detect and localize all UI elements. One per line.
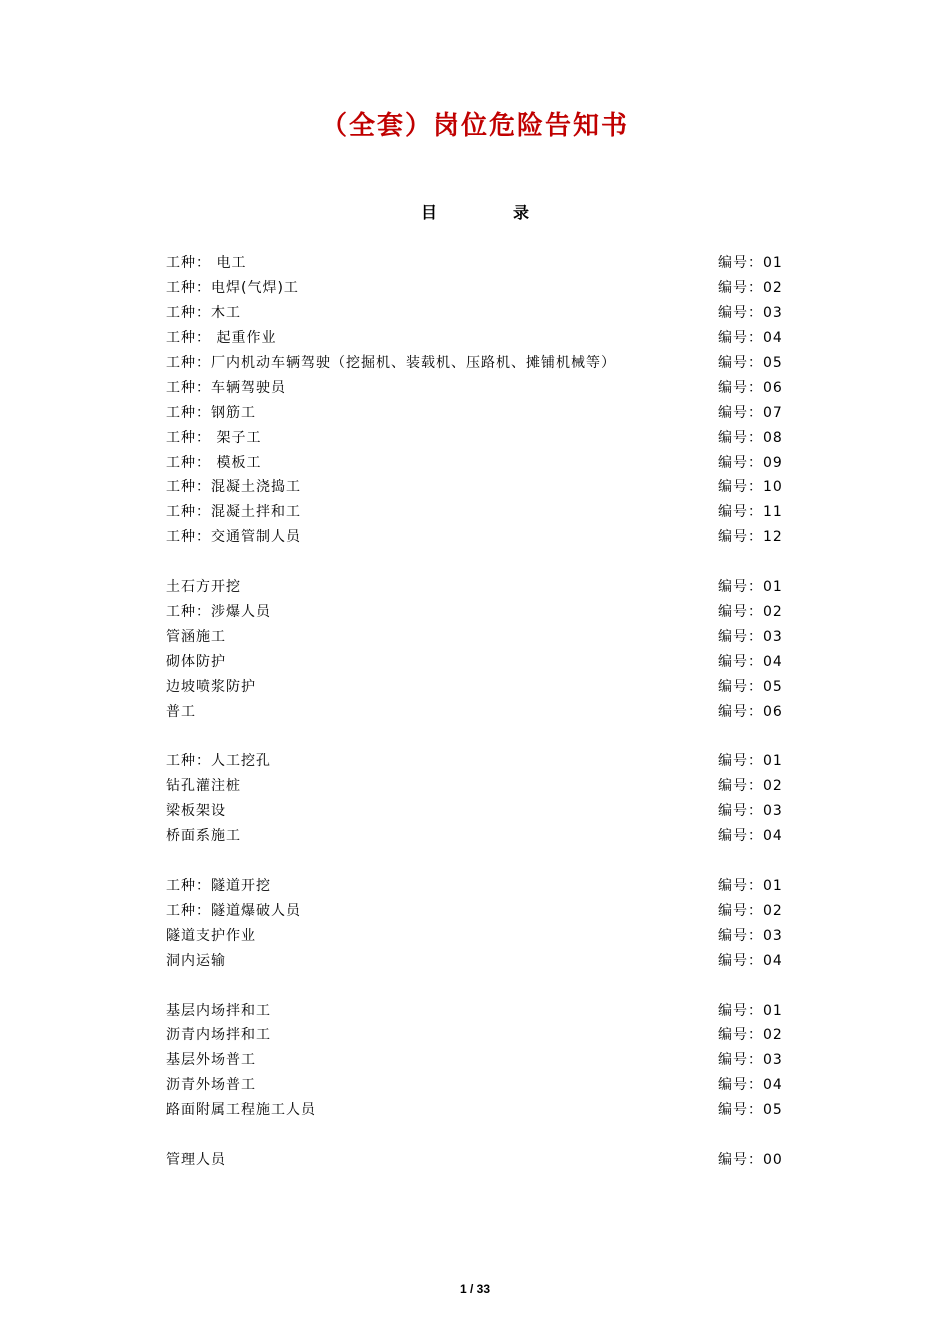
toc-entry-code: 编号：02 — [718, 604, 783, 621]
toc-entry-code: 编号：07 — [718, 404, 783, 421]
toc-entry-label: 工种：涉爆人员 — [166, 604, 271, 621]
toc-entry-label: 沥青内场拌和工 — [166, 1027, 271, 1044]
toc-entry[interactable] — [166, 599, 786, 624]
toc-entry[interactable] — [166, 474, 786, 499]
toc-entry[interactable] — [166, 823, 786, 848]
toc-entry-label: 工种：混凝土拌和工 — [166, 504, 301, 521]
toc-entry[interactable] — [166, 399, 786, 424]
toc-entry[interactable] — [166, 350, 786, 375]
toc-entry[interactable] — [166, 698, 786, 723]
toc-entry-label: 工种： 模板工 — [166, 454, 262, 471]
toc-entry-label: 隧道支护作业 — [166, 927, 256, 944]
toc-entry-code: 编号：02 — [718, 902, 783, 919]
toc-entry[interactable] — [166, 1072, 786, 1097]
document-title: （全套）岗位危险告知书 — [320, 111, 629, 141]
toc-entry-label: 梁板架设 — [166, 803, 226, 820]
toc-entry[interactable] — [166, 1022, 786, 1047]
toc-entry-label: 管涵施工 — [166, 628, 226, 645]
toc-entry[interactable] — [166, 1147, 786, 1172]
toc-entry[interactable] — [166, 574, 786, 599]
toc-entry[interactable] — [166, 922, 786, 947]
toc-entry-code: 编号：01 — [718, 753, 783, 770]
toc-entry-code: 编号：05 — [718, 1102, 783, 1119]
toc-entry-label: 管理人员 — [166, 1152, 226, 1169]
toc-entry-code: 编号：03 — [718, 1052, 783, 1069]
table-of-contents — [166, 250, 786, 1197]
toc-entry-code: 编号：09 — [718, 454, 783, 471]
toc-entry-code: 编号：05 — [718, 678, 783, 695]
toc-entry-label: 砌体防护 — [166, 653, 226, 670]
toc-entry-label: 工种：人工挖孔 — [166, 753, 271, 770]
toc-entry-label: 工种：隧道爆破人员 — [166, 902, 301, 919]
toc-entry-code: 编号：02 — [718, 1027, 783, 1044]
toc-entry-code: 编号：04 — [718, 330, 783, 347]
toc-entry-code: 编号：04 — [718, 1077, 783, 1094]
toc-entry-code: 编号：02 — [718, 280, 783, 297]
page-number: 1 / 33 — [459, 1282, 491, 1296]
toc-entry-label: 基层内场拌和工 — [166, 1002, 271, 1019]
toc-group — [166, 1147, 786, 1172]
toc-entry[interactable] — [166, 748, 786, 773]
toc-entry[interactable] — [166, 997, 786, 1022]
toc-entry[interactable] — [166, 873, 786, 898]
toc-entry-code: 编号：03 — [718, 628, 783, 645]
toc-entry-label: 钻孔灌注桩 — [166, 778, 241, 795]
toc-entry[interactable] — [166, 798, 786, 823]
toc-entry[interactable] — [166, 449, 786, 474]
toc-entry[interactable] — [166, 947, 786, 972]
toc-entry-label: 土石方开挖 — [166, 579, 241, 596]
toc-entry-label: 洞内运输 — [166, 952, 226, 969]
toc-entry[interactable] — [166, 673, 786, 698]
toc-entry-code: 编号：04 — [718, 952, 783, 969]
toc-entry[interactable] — [166, 1097, 786, 1122]
toc-entry-label: 工种：隧道开挖 — [166, 878, 271, 895]
toc-entry-label: 工种：木工 — [166, 305, 241, 322]
toc-entry-code: 编号：00 — [718, 1152, 783, 1169]
toc-entry-label: 基层外场普工 — [166, 1052, 256, 1069]
toc-entry-label: 路面附属工程施工人员 — [166, 1102, 316, 1119]
toc-entry-label: 工种：混凝土浇捣工 — [166, 479, 301, 496]
toc-entry-code: 编号：03 — [718, 803, 783, 820]
toc-heading: 目 录 — [420, 203, 559, 222]
toc-entry[interactable] — [166, 250, 786, 275]
toc-entry-label: 工种：交通管制人员 — [166, 529, 301, 546]
toc-entry-label: 工种： 架子工 — [166, 429, 262, 446]
toc-entry-code: 编号：12 — [718, 529, 783, 546]
toc-entry[interactable] — [166, 275, 786, 300]
toc-entry[interactable] — [166, 374, 786, 399]
toc-entry-label: 边坡喷浆防护 — [166, 678, 256, 695]
toc-entry[interactable] — [166, 424, 786, 449]
toc-entry-code: 编号：11 — [718, 504, 783, 521]
toc-entry-code: 编号：04 — [718, 653, 783, 670]
toc-entry-code: 编号：08 — [718, 429, 783, 446]
toc-entry-code: 编号：01 — [718, 579, 783, 596]
toc-entry-code: 编号：04 — [718, 828, 783, 845]
toc-entry-label: 工种：车辆驾驶员 — [166, 379, 286, 396]
toc-group — [166, 748, 786, 848]
toc-entry-label: 工种：厂内机动车辆驾驶（挖掘机、装载机、压路机、摊铺机械等） — [166, 355, 616, 371]
toc-entry-code: 编号：05 — [718, 355, 783, 371]
toc-entry-code: 编号：01 — [718, 255, 783, 272]
toc-entry-code: 编号：01 — [718, 878, 783, 895]
toc-entry[interactable] — [166, 648, 786, 673]
toc-group — [166, 873, 786, 973]
toc-entry-code: 编号：01 — [718, 1002, 783, 1019]
toc-entry-code: 编号：03 — [718, 305, 783, 322]
toc-entry[interactable] — [166, 300, 786, 325]
toc-entry-label: 普工 — [166, 703, 196, 720]
toc-entry-code: 编号：10 — [718, 479, 783, 496]
toc-entry[interactable] — [166, 499, 786, 524]
toc-entry[interactable] — [166, 623, 786, 648]
toc-entry-label: 沥青外场普工 — [166, 1077, 256, 1094]
toc-entry-label: 工种： 起重作业 — [166, 330, 277, 347]
toc-group — [166, 574, 786, 723]
toc-entry-code: 编号：06 — [718, 703, 783, 720]
toc-entry-label: 工种：钢筋工 — [166, 404, 256, 421]
toc-entry-label: 工种： 电工 — [166, 255, 247, 272]
toc-group — [166, 250, 786, 549]
toc-entry[interactable] — [166, 773, 786, 798]
toc-entry[interactable] — [166, 1047, 786, 1072]
toc-group — [166, 997, 786, 1121]
toc-entry[interactable] — [166, 524, 786, 549]
toc-entry-label: 工种：电焊(气焊)工 — [166, 280, 299, 297]
toc-entry-code: 编号：02 — [718, 778, 783, 795]
toc-entry-code: 编号：03 — [718, 927, 783, 944]
toc-entry[interactable] — [166, 325, 786, 350]
toc-entry-label: 桥面系施工 — [166, 828, 241, 845]
toc-entry[interactable] — [166, 897, 786, 922]
toc-entry-code: 编号：06 — [718, 379, 783, 396]
